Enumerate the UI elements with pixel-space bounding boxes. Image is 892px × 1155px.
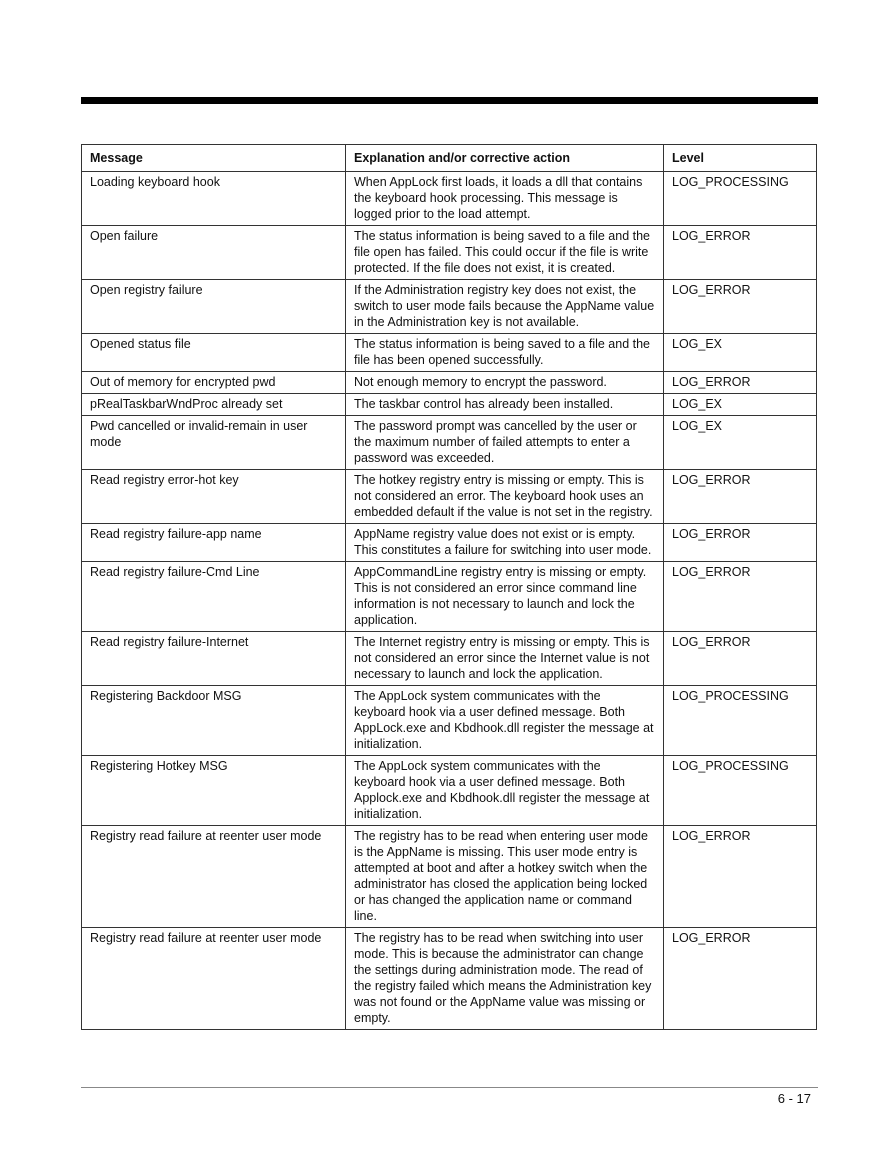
table-row xyxy=(82,928,817,1030)
explanation-cell: The status information is being saved to a file and the file open has failed. This could occur if the file is write protected. If the file does not exist, it is created. xyxy=(346,226,664,280)
level-cell: LOG_ERROR xyxy=(664,226,817,280)
explanation-cell: When AppLock first loads, it loads a dll that contains the keyboard hook processing. This message is logged prior to the load attempt. xyxy=(346,172,664,226)
level-cell: LOG_ERROR xyxy=(664,280,817,334)
column-header-message: Message xyxy=(82,145,346,172)
message-cell: pRealTaskbarWndProc already set xyxy=(82,394,346,416)
page-number: 6 - 17 xyxy=(777,1091,811,1106)
message-cell: Read registry failure-Cmd Line xyxy=(82,562,346,632)
level-cell: LOG_PROCESSING xyxy=(664,686,817,756)
explanation-cell: The status information is being saved to a file and the file has been opened successfully. xyxy=(346,334,664,372)
level-cell: LOG_PROCESSING xyxy=(664,172,817,226)
explanation-cell: The registry has to be read when entering user mode is the AppName is missing. This user mode entry is attempted at boot and after a hotkey switch when the administrator has closed the application being locked or has changed the application name or command line. xyxy=(346,826,664,928)
explanation-cell: If the Administration registry key does not exist, the switch to user mode fails because the AppName value in the Administration key is not available. xyxy=(346,280,664,334)
message-cell: Read registry error-hot key xyxy=(82,470,346,524)
message-table xyxy=(81,144,817,1030)
table-row xyxy=(82,334,817,372)
explanation-cell: The AppLock system communicates with the keyboard hook via a user defined message. Both Applock.exe and Kbdhook.dll register the message at initialization. xyxy=(346,756,664,826)
column-header-level: Level xyxy=(664,145,817,172)
level-cell: LOG_EX xyxy=(664,334,817,372)
level-cell: LOG_ERROR xyxy=(664,372,817,394)
level-cell: LOG_ERROR xyxy=(664,928,817,1030)
level-cell: LOG_ERROR xyxy=(664,524,817,562)
table-row xyxy=(82,280,817,334)
message-cell: Out of memory for encrypted pwd xyxy=(82,372,346,394)
level-cell: LOG_ERROR xyxy=(664,470,817,524)
message-cell: Open registry failure xyxy=(82,280,346,334)
table-row xyxy=(82,632,817,686)
explanation-cell: The password prompt was cancelled by the user or the maximum number of failed attempts to enter a password was exceeded. xyxy=(346,416,664,470)
message-cell: Opened status file xyxy=(82,334,346,372)
level-cell: LOG_ERROR xyxy=(664,562,817,632)
table-row xyxy=(82,372,817,394)
level-cell: LOG_EX xyxy=(664,394,817,416)
level-cell: LOG_ERROR xyxy=(664,826,817,928)
table-row xyxy=(82,394,817,416)
table-row xyxy=(82,756,817,826)
column-header-explanation: Explanation and/or corrective action xyxy=(346,145,664,172)
level-cell: LOG_ERROR xyxy=(664,632,817,686)
level-cell: LOG_PROCESSING xyxy=(664,756,817,826)
table-row xyxy=(82,416,817,470)
explanation-cell: AppCommandLine registry entry is missing or empty. This is not considered an error since command line information is not necessary to launch and lock the application. xyxy=(346,562,664,632)
explanation-cell: The hotkey registry entry is missing or empty. This is not considered an error. The keyboard hook uses an embedded default if the value is not set in the registry. xyxy=(346,470,664,524)
explanation-cell: The taskbar control has already been installed. xyxy=(346,394,664,416)
table-row xyxy=(82,524,817,562)
level-cell: LOG_EX xyxy=(664,416,817,470)
explanation-cell: The registry has to be read when switching into user mode. This is because the administrator can change the settings during administration mode. The read of the registry failed which means the Administration key was not found or the AppName value was missing or empty. xyxy=(346,928,664,1030)
message-cell: Registering Hotkey MSG xyxy=(82,756,346,826)
explanation-cell: The AppLock system communicates with the keyboard hook via a user defined message. Both AppLock.exe and Kbdhook.dll register the message at initialization. xyxy=(346,686,664,756)
footer-rule xyxy=(81,1087,818,1088)
message-cell: Read registry failure-app name xyxy=(82,524,346,562)
header-rule xyxy=(81,97,818,104)
explanation-cell: The Internet registry entry is missing or empty. This is not considered an error since the Internet value is not necessary to launch and lock the application. xyxy=(346,632,664,686)
message-cell: Pwd cancelled or invalid-remain in user mode xyxy=(82,416,346,470)
message-cell: Loading keyboard hook xyxy=(82,172,346,226)
message-cell: Registering Backdoor MSG xyxy=(82,686,346,756)
explanation-cell: AppName registry value does not exist or is empty. This constitutes a failure for switching into user mode. xyxy=(346,524,664,562)
table-header-row xyxy=(82,145,817,172)
table-row xyxy=(82,562,817,632)
table-row xyxy=(82,470,817,524)
explanation-cell: Not enough memory to encrypt the password. xyxy=(346,372,664,394)
message-cell: Registry read failure at reenter user mode xyxy=(82,826,346,928)
message-cell: Registry read failure at reenter user mode xyxy=(82,928,346,1030)
table-row xyxy=(82,226,817,280)
table-row xyxy=(82,172,817,226)
table-row xyxy=(82,826,817,928)
table-row xyxy=(82,686,817,756)
message-cell: Open failure xyxy=(82,226,346,280)
message-cell: Read registry failure-Internet xyxy=(82,632,346,686)
